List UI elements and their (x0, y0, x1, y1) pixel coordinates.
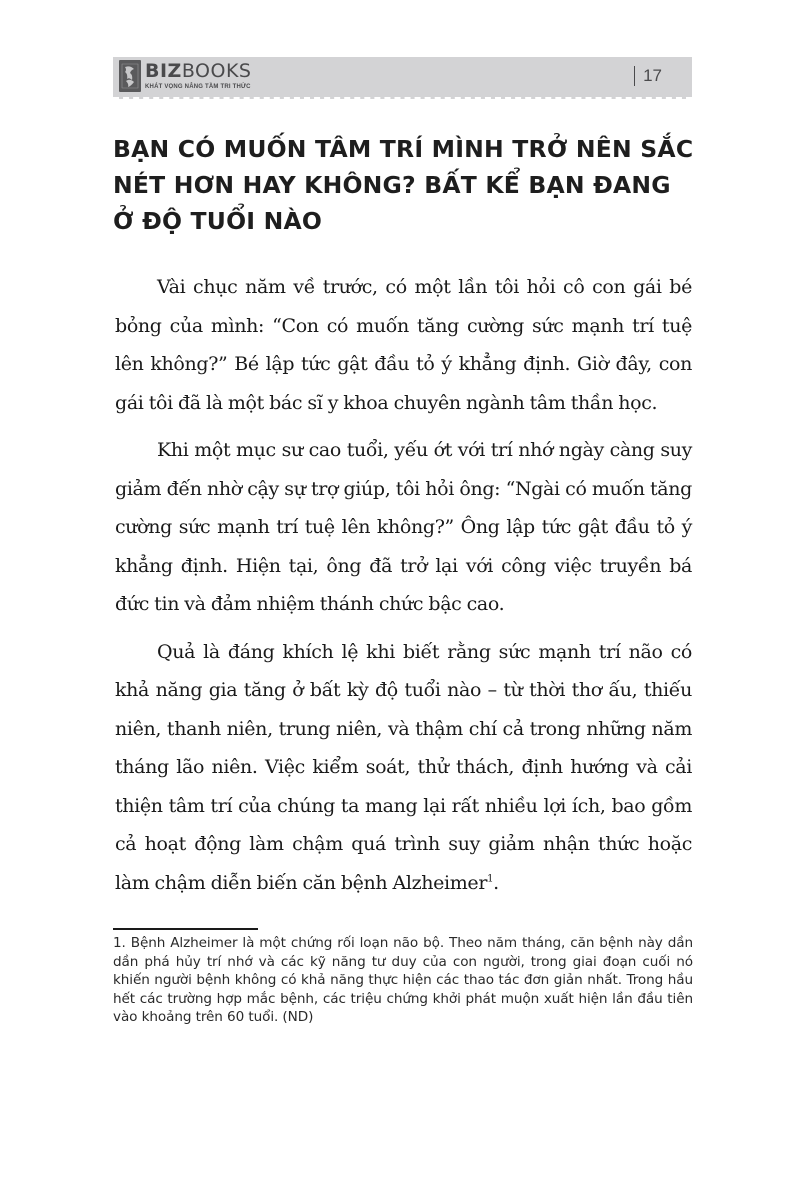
brand-tagline: KHÁT VỌNG NÂNG TẦM TRI THỨC (145, 84, 251, 90)
brand-name (145, 62, 251, 81)
bizbooks-logo-icon (119, 60, 141, 92)
paragraph-end-punct: . (493, 871, 499, 894)
brand-name-light: BOOKS (181, 60, 252, 82)
footnote-divider (113, 928, 258, 930)
footnote-reference[interactable]: 1 (487, 873, 494, 885)
chapter-title: BẠN CÓ MUỐN TÂM TRÍ MÌNH TRỞ NÊN SẮC NÉT HƠN HAY KHÔNG? BẤT KỂ BẠN ĐANG Ở ĐỘ TUỔI NÀO (113, 135, 694, 235)
paragraph: Vài chục năm về trước, có một lần tôi hỏi cô con gái bé bỏng của mình: “Con có muốn tăng cường sức mạnh trí tuệ lên không?” Bé lập tức gật đầu tỏ ý khẳng định. Giờ đây, con gái tôi đã là một bác sĩ y khoa chuyên ngành tâm thần học. (115, 276, 692, 414)
paragraph-text: Quả là đáng khích lệ khi biết rằng sức mạnh trí não có khả năng gia tăng ở bất kỳ độ tuổi nào – từ thời thơ ấu, thiếu niên, thanh niên, trung niên, và thậm chí cả trong những năm tháng lão niên. Việc kiểm soát, thử thách, định hướng và cải thiện tâm trí của chúng ta mang lại rất nhiều lợi ích, bao gồm cả hoạt động làm chậm quá trình suy giảm nhận thức hoặc làm chậm diễn biến căn bệnh Alzheimer (115, 640, 692, 894)
publisher-logo (119, 60, 251, 92)
body-text (115, 268, 692, 911)
paragraph (115, 633, 692, 903)
brand-name-bold: BIZ (145, 60, 182, 82)
paragraph: Khi một mục sư cao tuổi, yếu ớt với trí nhớ ngày càng suy giảm đến nhờ cậy sự trợ giúp, tôi hỏi ông: “Ngài có muốn tăng cường sức mạnh trí tuệ lên không?” Ông lập tức gật đầu tỏ ý khẳng định. Hiện tại, ông đã trở lại với công việc truyền bá đức tin và đảm nhiệm thánh chức bậc cao. (115, 439, 692, 615)
page-number-value: 17 (643, 66, 662, 85)
footnote: 1. Bệnh Alzheimer là một chứng rối loạn não bộ. Theo năm tháng, căn bệnh này dần dần phá hủy trí nhớ và các kỹ năng tư duy của con người, trong giai đoạn cuối nó khiến người bệnh không có khả năng thực hiện các thao tác đơn giản nhất. Trong hầu hết các trường hợp mắc bệnh, các triệu chứng khởi phát muộn xuất hiện lần đầu tiên vào khoảng trên 60 tuổi. (ND) (113, 935, 693, 1026)
running-header (113, 57, 692, 99)
page-number-separator (634, 66, 635, 86)
page-number (634, 66, 662, 86)
